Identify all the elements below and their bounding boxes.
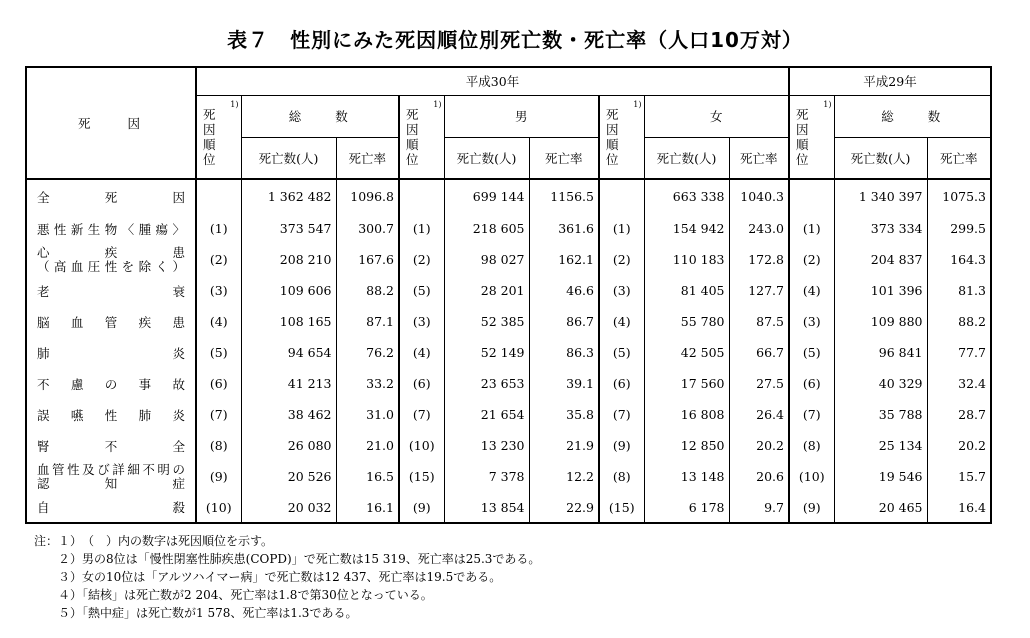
rate-header: 死亡率 bbox=[529, 137, 599, 179]
rank-cell: (9) bbox=[599, 430, 644, 461]
deaths-cell: 12 850 bbox=[644, 430, 729, 461]
deaths-cell: 7 378 bbox=[444, 461, 529, 492]
cause-line: 認 知 症 bbox=[37, 475, 185, 491]
deaths-cell: 55 780 bbox=[644, 306, 729, 337]
table-row bbox=[26, 492, 991, 523]
rank-cell bbox=[789, 179, 834, 213]
deaths-cell: 663 338 bbox=[644, 179, 729, 213]
deaths-cell: 218 605 bbox=[444, 213, 529, 244]
deaths-cell: 21 654 bbox=[444, 399, 529, 430]
deaths-cell: 38 462 bbox=[241, 399, 336, 430]
mortality-table bbox=[25, 66, 992, 524]
rate-header: 死亡率 bbox=[336, 137, 399, 179]
deaths-cell: 52 149 bbox=[444, 337, 529, 368]
deaths-cell: 42 505 bbox=[644, 337, 729, 368]
rate-cell: 20.2 bbox=[729, 430, 789, 461]
deaths-cell: 373 547 bbox=[241, 213, 336, 244]
cause-line: 血管性及び詳細不明の bbox=[37, 461, 185, 477]
deaths-cell: 699 144 bbox=[444, 179, 529, 213]
table-row bbox=[26, 179, 991, 213]
rank-cell: (7) bbox=[399, 399, 444, 430]
deaths-header: 死亡数(人) bbox=[644, 137, 729, 179]
rank-cell: (2) bbox=[399, 244, 444, 275]
cause-cell: 不慮の事故 bbox=[26, 368, 196, 399]
deaths-cell: 108 165 bbox=[241, 306, 336, 337]
rank-cell: (7) bbox=[789, 399, 834, 430]
rank-cell: (6) bbox=[399, 368, 444, 399]
table-row bbox=[26, 275, 991, 306]
cause-cell bbox=[26, 244, 196, 275]
rank-cell: (6) bbox=[196, 368, 241, 399]
rate-cell: 77.7 bbox=[927, 337, 991, 368]
deaths-cell: 41 213 bbox=[241, 368, 336, 399]
deaths-cell: 204 837 bbox=[834, 244, 927, 275]
deaths-cell: 35 788 bbox=[834, 399, 927, 430]
deaths-cell: 52 385 bbox=[444, 306, 529, 337]
deaths-cell: 16 808 bbox=[644, 399, 729, 430]
rank-cell: (5) bbox=[789, 337, 834, 368]
deaths-cell: 154 942 bbox=[644, 213, 729, 244]
rate-cell: 164.3 bbox=[927, 244, 991, 275]
deaths-cell: 26 080 bbox=[241, 430, 336, 461]
table-title: 表７ 性別にみた死因順位別死亡数・死亡率（人口10万対） bbox=[227, 28, 803, 52]
rate-cell: 87.5 bbox=[729, 306, 789, 337]
rank-cell: (10) bbox=[399, 430, 444, 461]
deaths-cell: 25 134 bbox=[834, 430, 927, 461]
rank-cell: (1) bbox=[399, 213, 444, 244]
deaths-cell: 13 854 bbox=[444, 492, 529, 523]
rate-cell: 172.8 bbox=[729, 244, 789, 275]
rank-cell: (2) bbox=[599, 244, 644, 275]
rate-cell: 46.6 bbox=[529, 275, 599, 306]
female-header: 女 bbox=[644, 95, 789, 137]
rate-cell: 87.1 bbox=[336, 306, 399, 337]
rate-cell: 21.9 bbox=[529, 430, 599, 461]
table-row bbox=[26, 213, 991, 244]
rank-cell: (9) bbox=[789, 492, 834, 523]
prev-total-header: 総 数 bbox=[834, 95, 991, 137]
deaths-cell: 208 210 bbox=[241, 244, 336, 275]
year-h30-header: 平成30年 bbox=[196, 67, 789, 95]
deaths-cell: 109 880 bbox=[834, 306, 927, 337]
rate-cell: 16.1 bbox=[336, 492, 399, 523]
rate-cell: 33.2 bbox=[336, 368, 399, 399]
cause-header: 死 因 bbox=[26, 67, 196, 179]
table-row bbox=[26, 430, 991, 461]
rank-cell: (9) bbox=[196, 461, 241, 492]
rate-cell: 167.6 bbox=[336, 244, 399, 275]
rank-cell: (10) bbox=[789, 461, 834, 492]
footnote: ４）「結核」は死亡数が2 204、死亡率は1.8で第30位となっている。 bbox=[34, 588, 433, 602]
rate-cell: 361.6 bbox=[529, 213, 599, 244]
rate-cell: 1096.8 bbox=[336, 179, 399, 213]
rank-cell: (3) bbox=[399, 306, 444, 337]
rate-cell: 300.7 bbox=[336, 213, 399, 244]
rate-cell: 1156.5 bbox=[529, 179, 599, 213]
table-row bbox=[26, 461, 991, 492]
rate-cell: 35.8 bbox=[529, 399, 599, 430]
footnote: ２）男の8位は「慢性閉塞性肺疾患(COPD)」で死亡数は15 319、死亡率は25.3である。 bbox=[34, 552, 541, 566]
rate-cell: 86.3 bbox=[529, 337, 599, 368]
rank-cell: (1) bbox=[599, 213, 644, 244]
rank-cell: (15) bbox=[399, 461, 444, 492]
cause-line: 心 疾 患 bbox=[37, 244, 185, 260]
rate-cell: 20.2 bbox=[927, 430, 991, 461]
deaths-cell: 23 653 bbox=[444, 368, 529, 399]
rank-cell: (4) bbox=[399, 337, 444, 368]
rate-cell: 15.7 bbox=[927, 461, 991, 492]
table-row bbox=[26, 368, 991, 399]
rate-header: 死亡率 bbox=[729, 137, 789, 179]
cause-cell: 自 殺 bbox=[26, 492, 196, 523]
rate-cell: 299.5 bbox=[927, 213, 991, 244]
year-h29-header: 平成29年 bbox=[789, 67, 991, 95]
footnote: 注：１） （ ）内の数字は死因順位を示す。 bbox=[34, 534, 274, 548]
cause-line: （高血圧性を除く） bbox=[37, 258, 185, 274]
deaths-cell: 1 340 397 bbox=[834, 179, 927, 213]
deaths-cell: 17 560 bbox=[644, 368, 729, 399]
rate-cell: 16.5 bbox=[336, 461, 399, 492]
cause-cell: 老 衰 bbox=[26, 275, 196, 306]
rate-cell: 81.3 bbox=[927, 275, 991, 306]
rate-cell: 88.2 bbox=[927, 306, 991, 337]
footnote: ５）「熱中症」は死亡数が1 578、死亡率は1.3である。 bbox=[34, 606, 358, 620]
footnote: ３）女の10位は「アルツハイマー病」で死亡数は12 437、死亡率は19.5である。 bbox=[34, 570, 502, 584]
deaths-cell: 40 329 bbox=[834, 368, 927, 399]
deaths-header: 死亡数(人) bbox=[444, 137, 529, 179]
rate-cell: 66.7 bbox=[729, 337, 789, 368]
rate-cell: 12.2 bbox=[529, 461, 599, 492]
rank-cell: (3) bbox=[599, 275, 644, 306]
rate-cell: 1040.3 bbox=[729, 179, 789, 213]
rate-cell: 27.5 bbox=[729, 368, 789, 399]
deaths-cell: 101 396 bbox=[834, 275, 927, 306]
deaths-cell: 96 841 bbox=[834, 337, 927, 368]
rank-cell: (6) bbox=[789, 368, 834, 399]
deaths-cell: 94 654 bbox=[241, 337, 336, 368]
rank-cell: (1) bbox=[196, 213, 241, 244]
rank-cell: (4) bbox=[789, 275, 834, 306]
rate-header: 死亡率 bbox=[927, 137, 991, 179]
table-row bbox=[26, 337, 991, 368]
table-row bbox=[26, 306, 991, 337]
rate-cell: 88.2 bbox=[336, 275, 399, 306]
footnotes bbox=[34, 532, 540, 622]
deaths-cell: 373 334 bbox=[834, 213, 927, 244]
rate-cell: 76.2 bbox=[336, 337, 399, 368]
deaths-cell: 81 405 bbox=[644, 275, 729, 306]
deaths-cell: 13 230 bbox=[444, 430, 529, 461]
deaths-header: 死亡数(人) bbox=[241, 137, 336, 179]
rate-cell: 1075.3 bbox=[927, 179, 991, 213]
rank-header-prev: 1) 死 因 順 位 bbox=[789, 95, 834, 179]
rank-cell: (3) bbox=[196, 275, 241, 306]
rank-cell: (6) bbox=[599, 368, 644, 399]
deaths-cell: 20 526 bbox=[241, 461, 336, 492]
rate-cell: 16.4 bbox=[927, 492, 991, 523]
rank-header-total: 1) 死 因 順 位 bbox=[196, 95, 241, 179]
rate-cell: 39.1 bbox=[529, 368, 599, 399]
rate-cell: 162.1 bbox=[529, 244, 599, 275]
cause-cell: 肺 炎 bbox=[26, 337, 196, 368]
rank-cell: (4) bbox=[196, 306, 241, 337]
total-header: 総 数 bbox=[241, 95, 399, 137]
rate-cell: 32.4 bbox=[927, 368, 991, 399]
rate-cell: 86.7 bbox=[529, 306, 599, 337]
rate-cell: 28.7 bbox=[927, 399, 991, 430]
deaths-cell: 19 546 bbox=[834, 461, 927, 492]
deaths-cell: 20 032 bbox=[241, 492, 336, 523]
rank-cell: (2) bbox=[789, 244, 834, 275]
deaths-cell: 6 178 bbox=[644, 492, 729, 523]
deaths-cell: 20 465 bbox=[834, 492, 927, 523]
cause-cell: 腎 不 全 bbox=[26, 430, 196, 461]
rank-cell: (8) bbox=[789, 430, 834, 461]
rank-cell: (3) bbox=[789, 306, 834, 337]
table-row bbox=[26, 399, 991, 430]
cause-cell: 悪性新生物〈腫瘍〉 bbox=[26, 213, 196, 244]
rank-header-male: 1) 死 因 順 位 bbox=[399, 95, 444, 179]
deaths-cell: 98 027 bbox=[444, 244, 529, 275]
cause-cell: 誤嚥性肺炎 bbox=[26, 399, 196, 430]
rank-cell: (5) bbox=[196, 337, 241, 368]
rate-cell: 21.0 bbox=[336, 430, 399, 461]
rank-header-female: 1) 死 因 順 位 bbox=[599, 95, 644, 179]
rank-cell bbox=[399, 179, 444, 213]
cause-cell: 脳血管疾患 bbox=[26, 306, 196, 337]
deaths-cell: 109 606 bbox=[241, 275, 336, 306]
rate-cell: 31.0 bbox=[336, 399, 399, 430]
deaths-cell: 28 201 bbox=[444, 275, 529, 306]
rate-cell: 26.4 bbox=[729, 399, 789, 430]
rate-cell: 20.6 bbox=[729, 461, 789, 492]
deaths-cell: 13 148 bbox=[644, 461, 729, 492]
rank-cell: (15) bbox=[599, 492, 644, 523]
rank-cell: (2) bbox=[196, 244, 241, 275]
table-row bbox=[26, 244, 991, 275]
rank-cell: (7) bbox=[196, 399, 241, 430]
rank-cell: (8) bbox=[599, 461, 644, 492]
rank-cell: (10) bbox=[196, 492, 241, 523]
deaths-cell: 1 362 482 bbox=[241, 179, 336, 213]
rank-cell: (1) bbox=[789, 213, 834, 244]
rank-cell bbox=[196, 179, 241, 213]
rank-cell: (5) bbox=[599, 337, 644, 368]
cause-cell bbox=[26, 461, 196, 492]
deaths-header: 死亡数(人) bbox=[834, 137, 927, 179]
deaths-cell: 110 183 bbox=[644, 244, 729, 275]
rank-cell: (9) bbox=[399, 492, 444, 523]
rank-cell: (5) bbox=[399, 275, 444, 306]
rate-cell: 9.7 bbox=[729, 492, 789, 523]
rank-cell: (4) bbox=[599, 306, 644, 337]
cause-cell: 全 死 因 bbox=[26, 179, 196, 213]
rank-cell: (7) bbox=[599, 399, 644, 430]
rate-cell: 243.0 bbox=[729, 213, 789, 244]
rate-cell: 127.7 bbox=[729, 275, 789, 306]
rank-cell bbox=[599, 179, 644, 213]
male-header: 男 bbox=[444, 95, 599, 137]
rate-cell: 22.9 bbox=[529, 492, 599, 523]
rank-cell: (8) bbox=[196, 430, 241, 461]
